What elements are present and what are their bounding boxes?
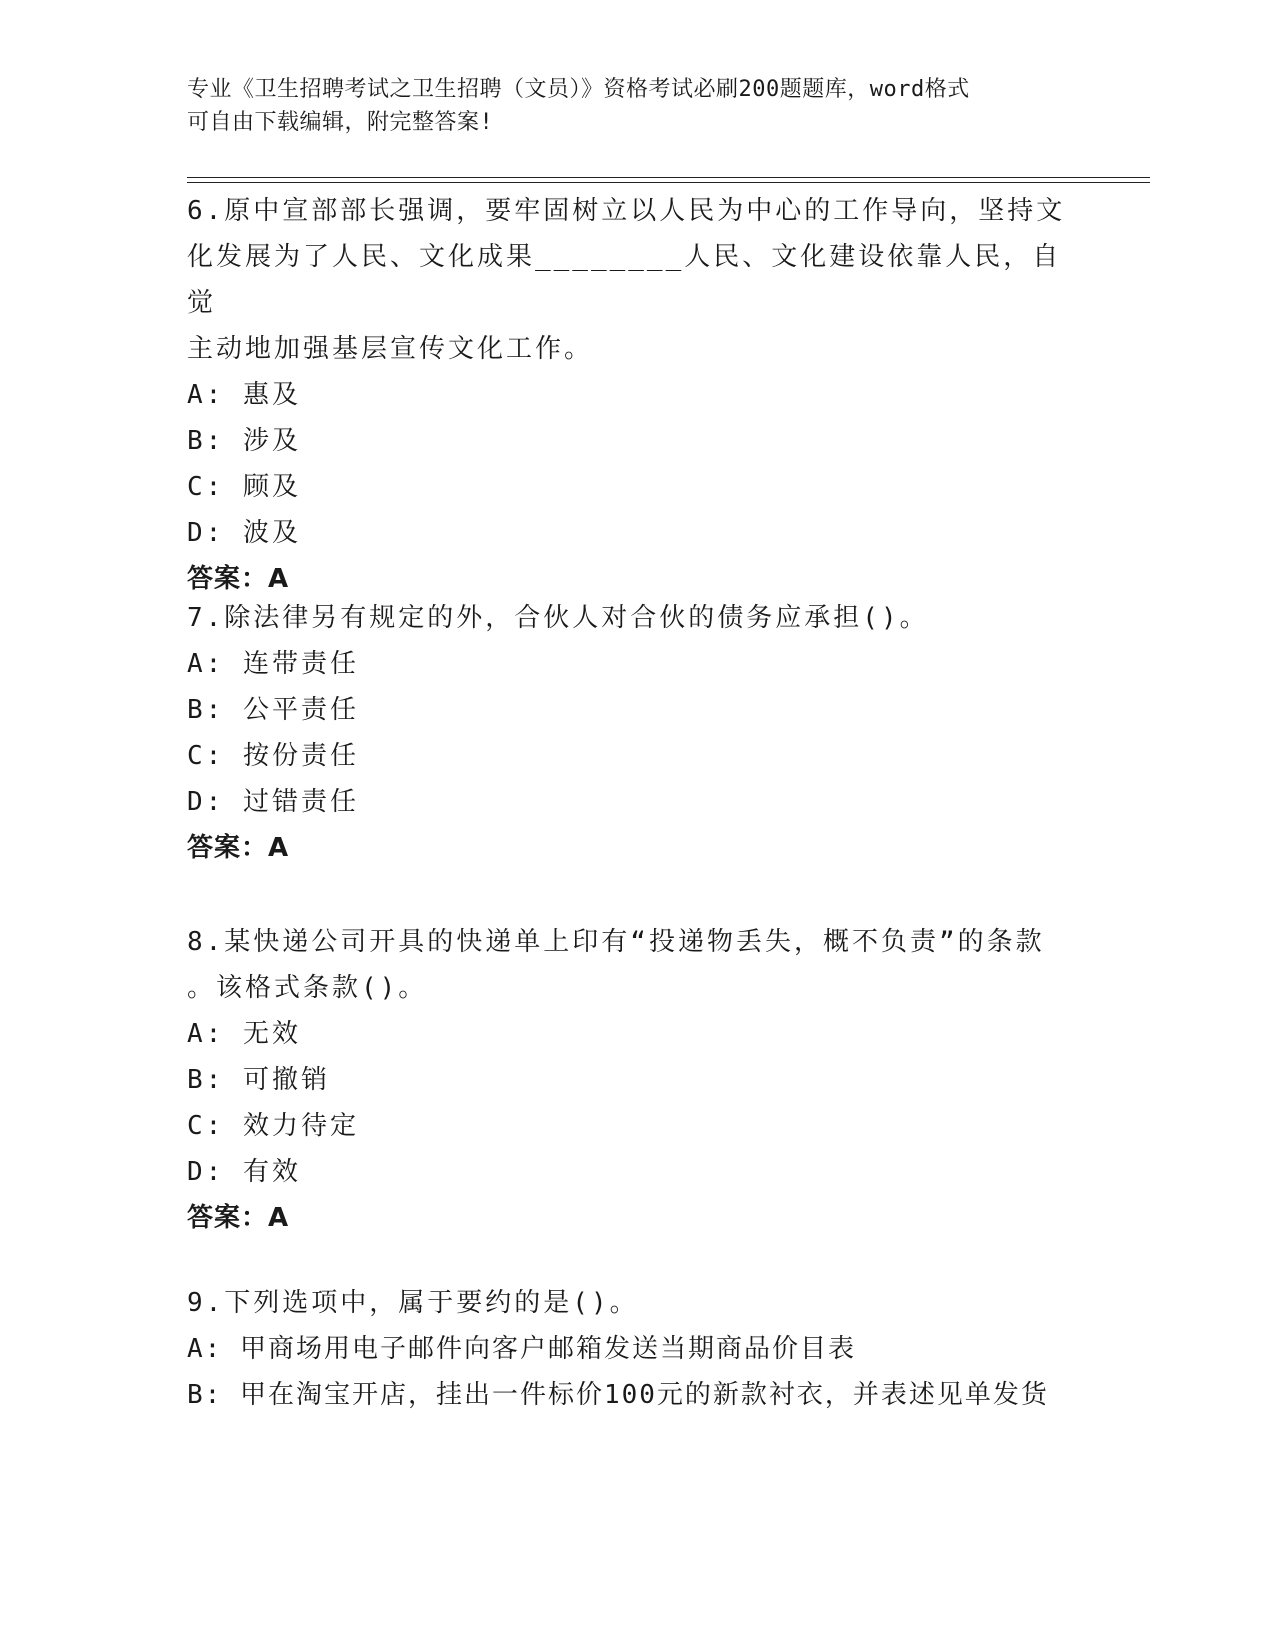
option-c: C: 效力待定 [187, 1111, 359, 1141]
question-stem-line: 9.下列选项中，属于要约的是()。 [187, 1288, 639, 1318]
option-b: B: 可撤销 [187, 1065, 330, 1095]
option-a: A: 惠及 [187, 380, 301, 410]
answer-line: 答案：A [187, 833, 290, 863]
document-header [187, 73, 1087, 139]
option-a: A: 无效 [187, 1019, 301, 1049]
question-stem-line: 化发展为了人民、文化成果________人民、文化建设依靠人民，自觉 [187, 242, 1062, 318]
question-stem-line: 主动地加强基层宣传文化工作。 [187, 334, 594, 364]
question-9 [187, 1280, 1067, 1418]
option-d: D: 有效 [187, 1157, 301, 1187]
option-a: A: 甲商场用电子邮件向客户邮箱发送当期商品价目表 [187, 1334, 856, 1364]
option-b: B: 甲在淘宝开店，挂出一件标价100元的新款衬衣，并表述见单发货 [187, 1380, 1049, 1410]
header-rule-top [187, 177, 1150, 178]
question-stem-line: 。该格式条款()。 [187, 973, 428, 1003]
question-stem-line: 8.某快递公司开具的快递单上印有“投递物丢失，概不负责”的条款 [187, 927, 1045, 957]
option-d: D: 波及 [187, 518, 301, 548]
question-stem-line: 6.原中宣部部长强调，要牢固树立以人民为中心的工作导向，坚持文 [187, 196, 1066, 226]
question-stem-line: 7.除法律另有规定的外，合伙人对合伙的债务应承担()。 [187, 603, 929, 633]
header-line-2: 可自由下载编辑，附完整答案! [187, 110, 494, 135]
answer-line: 答案：A [187, 564, 290, 594]
answer-line: 答案：A [187, 1203, 290, 1233]
option-a: A: 连带责任 [187, 649, 359, 679]
question-7 [187, 595, 1067, 871]
header-rule-bottom [187, 182, 1150, 183]
option-c: C: 按份责任 [187, 741, 359, 771]
option-c: C: 顾及 [187, 472, 301, 502]
option-b: B: 涉及 [187, 426, 301, 456]
question-8 [187, 919, 1067, 1241]
header-line-1: 专业《卫生招聘考试之卫生招聘（文员）》资格考试必刷200题题库，word格式 [187, 77, 970, 102]
option-d: D: 过错责任 [187, 787, 359, 817]
question-6 [187, 188, 1067, 602]
option-b: B: 公平责任 [187, 695, 359, 725]
